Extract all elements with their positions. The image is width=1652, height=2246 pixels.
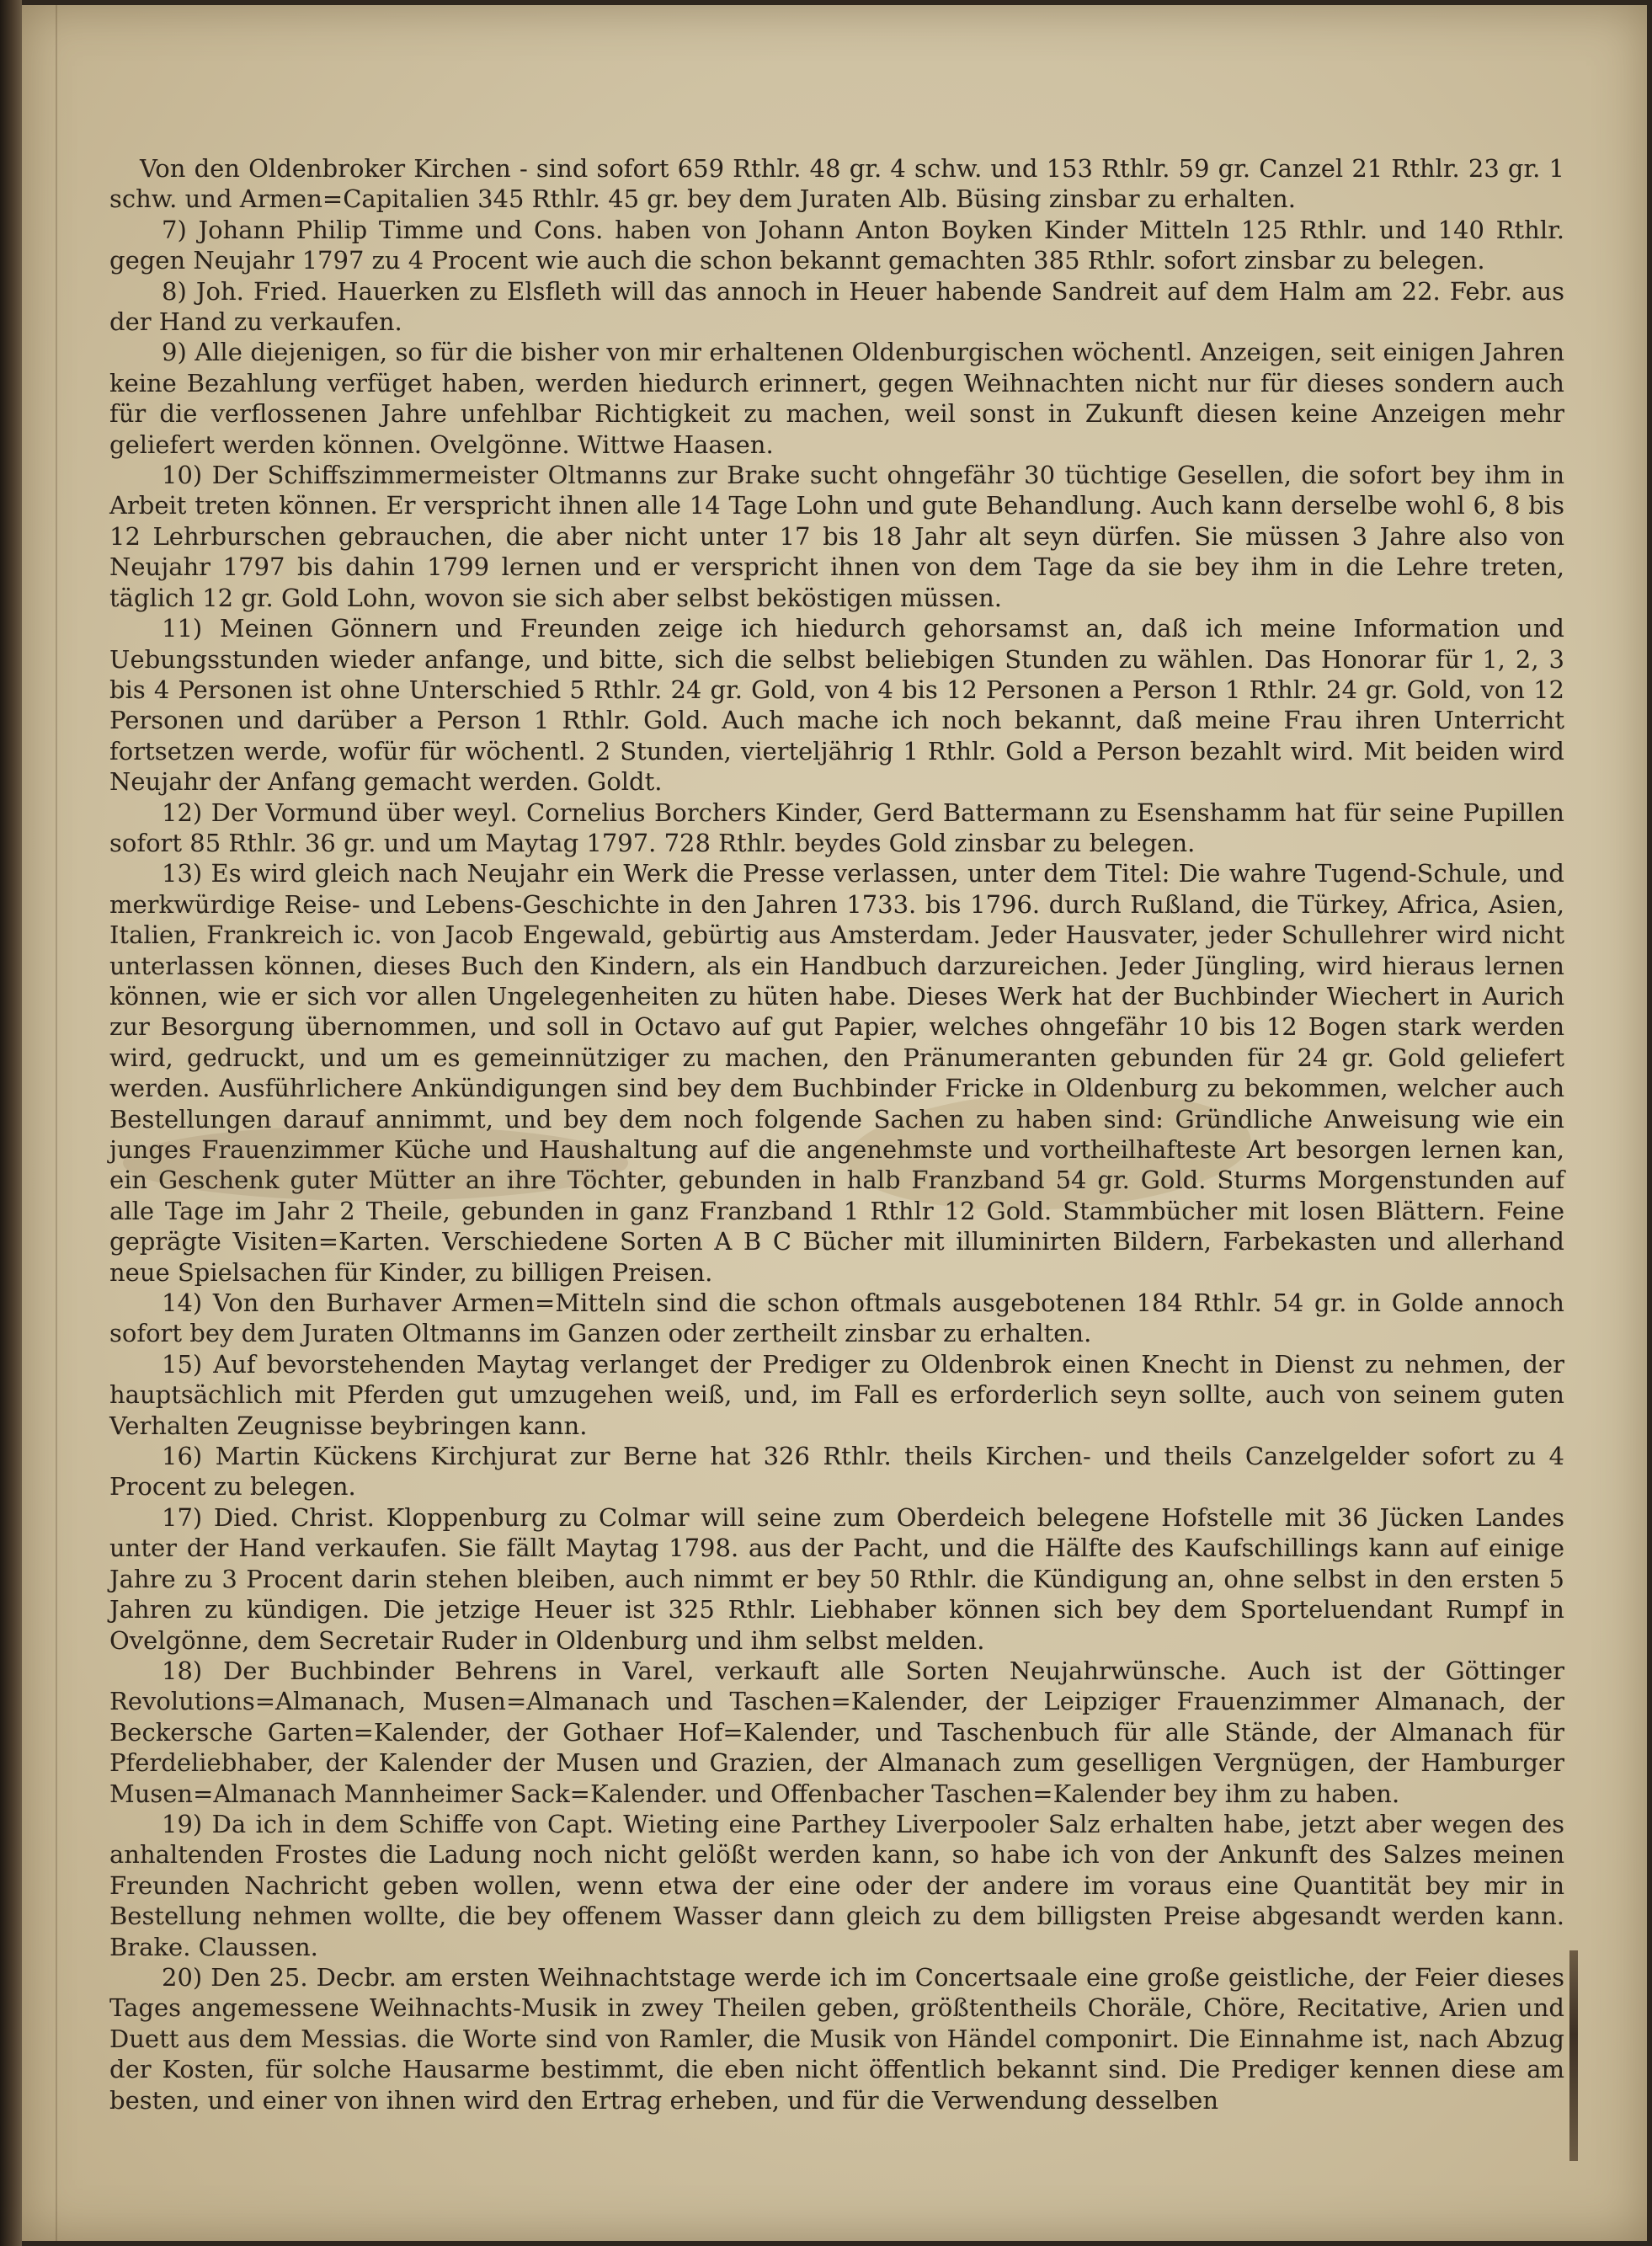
page-crease xyxy=(56,5,57,2241)
announcement-paragraph: 10) Der Schiffszimmermeister Oltmanns zur Brake sucht ohngefähr 30 tüchtige Gesellen, die sofort bey ihm in Arbeit treten können. Er verspricht ihnen alle 14 Tage Lohn und gute Behandlung. Auch kann derselbe wohl 6, 8 bis 12 Lehrburschen gebrauchen, die aber nicht unter 17 bis 18 Jahr alt seyn dürfen. Sie müssen 3 Jahre also von Neujahr 1797 bis dahin 1799 lernen und er verspricht ihnen von dem Tage da sie bey ihm in die Lehre treten, täglich 12 gr. Gold Lohn, wovon sie sich aber selbst beköstigen müssen. xyxy=(109,461,1564,612)
announcement-paragraph: 11) Meinen Gönnern und Freunden zeige ich hiedurch gehorsamst an, daß ich meine Information und Uebungsstunden wieder anfange, und bitte, sich die selbst beliebigen Stunden zu wählen. Das Honorar für 1, 2, 3 bis 4 Personen ist ohne Unterschied 5 Rthlr. 24 gr. Gold, von 4 bis 12 Personen a Person 1 Rthlr. 24 gr. Gold, von 12 Personen und darüber a Person 1 Rthlr. Gold. Auch mache ich noch bekannt, daß meine Frau ihren Unterricht fortsetzen werde, wofür für wöchentl. 2 Stunden, vierteljährig 1 Rthlr. Gold a Person bezahlt wird. Mit beiden wird Neujahr der Anfang gemacht werden. Goldt. xyxy=(109,614,1564,797)
announcements-column xyxy=(109,153,1564,2191)
announcement-paragraph: 13) Es wird gleich nach Neujahr ein Werk die Presse verlassen, unter dem Titel: Die wahre Tugend-Schule, und merkwürdige Reise- und Lebens-Geschichte in den Jahren 1733. bis 1796. durch Rußland, die Türkey, Africa, Asien, Italien, Frankreich ic. von Jacob Engewald, gebürtig aus Amsterdam. Jeder Hausvater, jeder Schullehrer wird nicht unterlassen können, dieses Buch den Kindern, als ein Handbuch darzureichen. Jeder Jüngling, wird hieraus lernen können, wie er sich vor allen Ungelegenheiten zu hüten habe. Dieses Werk hat der Buchbinder Wiechert in Aurich zur Besorgung übernommen, und soll in Octavo auf gut Papier, welches ohngefähr 10 bis 12 Bogen stark werden wird, gedruckt, und um es gemeinnütziger zu machen, den Pränumeranten gebunden für 24 gr. Gold geliefert werden. Ausführlichere Ankündigungen sind bey dem Buchbinder Fricke in Oldenburg zu bekommen, welcher auch Bestellungen darauf annimmt, und bey dem noch folgende Sachen zu haben sind: Gründliche Anweisung wie ein junges Frauenzimmer Küche und Haushaltung auf die angenehmste und vortheilhafteste Art besorgen lernen kan, ein Geschenk guter Mütter an ihre Töchter, gebunden in halb Franzband 54 gr. Gold. Sturms Morgenstunden auf alle Tage im Jahr 2 Theile, gebunden in ganz Franzband 1 Rthlr 12 Gold. Stammbücher mit losen Blättern. Feine geprägte Visiten=Karten. Verschiedene Sorten A B C Bücher mit illuminirten Bildern, Farbekasten und allerhand neue Spielsachen für Kinder, zu billigen Preisen. xyxy=(109,859,1564,1287)
announcement-paragraph: 20) Den 25. Decbr. am ersten Weihnachtstage werde ich im Concertsaale eine große geistliche, der Feier dieses Tages angemessene Weihnachts-Musik in zwey Theilen geben, größtentheils Choräle, Chöre, Recitative, Arien und Duett aus dem Messias. die Worte sind von Ramler, die Musik von Händel componirt. Die Einnahme ist, nach Abzug der Kosten, für solche Hausarme bestimmt, die eben nicht öffentlich bekannt sind. Die Prediger kennen diese am besten, und einer von ihnen wird den Ertrag erheben, und für die Verwendung desselben xyxy=(109,1962,1564,2115)
announcement-paragraph: 7) Johann Philip Timme und Cons. haben von Johann Anton Boyken Kinder Mitteln 125 Rthlr. und 140 Rthlr. gegen Neujahr 1797 zu 4 Procent wie auch die schon bekannt gemachten 385 Rthlr. sofort zinsbar zu belegen. xyxy=(109,215,1564,275)
announcement-paragraph: 18) Der Buchbinder Behrens in Varel, verkauft alle Sorten Neujahrwünsche. Auch ist der Göttinger Revolutions=Almanach, Musen=Almanach und Taschen=Kalender, der Leipziger Frauenzimmer Almanach, der Beckersche Garten=Kalender, der Gothaer Hof=Kalender, und Taschenbuch für alle Stände, der Almanach für Pferdeliebhaber, der Kalender der Musen und Grazien, der Almanach zum geselligen Vergnügen, der Hamburger Musen=Almanach Mannheimer Sack=Kalender. und Offenbacher Taschen=Kalender bey ihm zu haben. xyxy=(109,1656,1564,1808)
announcement-paragraph: 9) Alle diejenigen, so für die bisher von mir erhaltenen Oldenburgischen wöchentl. Anzeigen, seit einigen Jahren keine Bezahlung verfüget haben, werden hiedurch erinnert, gegen Weihnachten nicht nur für dieses sondern auch für die verflossenen Jahre unfehlbar Richtigkeit zu machen, weil sonst in Zukunft diesen keine Anzeigen mehr geliefert werden können. Ovelgönne. Wittwe Haasen. xyxy=(109,338,1564,459)
book-binding-edge xyxy=(0,0,22,2246)
announcement-paragraph: 16) Martin Kückens Kirchjurat zur Berne hat 326 Rthlr. theils Kirchen- und theils Canzelgelder sofort zu 4 Procent zu belegen. xyxy=(109,1442,1564,1502)
announcement-paragraph: 15) Auf bevorstehenden Maytag verlanget der Prediger zu Oldenbrok einen Knecht in Dienst zu nehmen, der hauptsächlich mit Pferden gut umzugehen weiß, und, im Fall es erforderlich seyn sollte, auch von seinem guten Verhalten Zeugnisse beybringen kann. xyxy=(109,1349,1564,1440)
announcement-paragraph: 19) Da ich in dem Schiffe von Capt. Wieting eine Parthey Liverpooler Salz erhalten habe, jetzt aber wegen des anhaltenden Frostes die Ladung noch nicht gelößt werden kann, so habe ich von der Ankunft des Salzes meinen Freunden Nachricht geben wollen, wenn etwa der eine oder der andere im voraus eine Quantität bey mir in Bestellung nehmen wollte, die bey offenem Wasser dann gleich zu dem billigsten Preise abgesandt werden kann. Brake. Claussen. xyxy=(109,1809,1564,1961)
announcement-paragraph: 14) Von den Burhaver Armen=Mitteln sind die schon oftmals ausgebotenen 184 Rthlr. 54 gr. in Golde annoch sofort bey dem Juraten Oltmanns im Ganzen oder zertheilt zinsbar zu erhalten. xyxy=(109,1288,1564,1348)
announcement-paragraph: 8) Joh. Fried. Hauerken zu Elsfleth will das annoch in Heuer habende Sandreit auf dem Halm am 22. Febr. aus der Hand zu verkaufen. xyxy=(109,276,1564,337)
announcement-paragraph: Von den Oldenbroker Kirchen - sind sofort 659 Rthlr. 48 gr. 4 schw. und 153 Rthlr. 59 gr. Canzel 21 Rthlr. 23 gr. 1 schw. und Armen=Capitalien 345 Rthlr. 45 gr. bey dem Juraten Alb. Büsing zinsbar zu erhalten. xyxy=(109,154,1564,214)
margin-bar xyxy=(1569,1950,1578,2161)
announcement-paragraph: 12) Der Vormund über weyl. Cornelius Borchers Kinder, Gerd Battermann zu Esenshamm hat für seine Pupillen sofort 85 Rthlr. 36 gr. und um Maytag 1797. 728 Rthlr. beydes Gold zinsbar zu belegen. xyxy=(109,798,1564,857)
announcement-paragraph: 17) Died. Christ. Kloppenburg zu Colmar will seine zum Oberdeich belegene Hofstelle mit 36 Jücken Landes unter der Hand verkaufen. Sie fällt Maytag 1798. aus der Pacht, und die Hälfte des Kaufschillings kann auf einige Jahre zu 3 Procent darin stehen bleiben, auch nimmt er bey 50 Rthlr. die Kündigung an, ohne selbst in den ersten 5 Jahren zu kündigen. Die jetzige Heuer ist 325 Rthlr. Liebhaber können sich bey dem Sporteluendant Rumpf in Ovelgönne, dem Secretair Ruder in Oldenburg und ihm selbst melden. xyxy=(109,1502,1564,1655)
newspaper-page xyxy=(22,5,1647,2241)
